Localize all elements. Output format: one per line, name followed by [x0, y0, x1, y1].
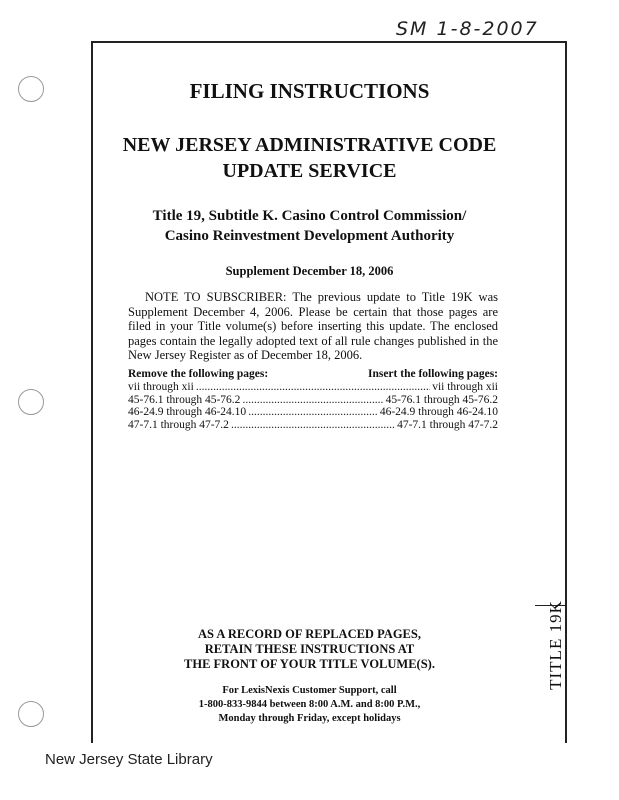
support-line: 1-800-833-9844 between 8:00 A.M. and 8:00 P.M.,	[198, 699, 421, 710]
library-stamp: New Jersey State Library	[45, 751, 213, 768]
retain-line: AS A RECORD OF REPLACED PAGES,	[198, 627, 421, 641]
retain-line: THE FRONT OF YOUR TITLE VOLUME(S).	[184, 657, 435, 671]
code-title	[0, 132, 619, 184]
table-row	[128, 394, 498, 407]
remove-pages: 47-7.1 through 47-7.2	[128, 418, 229, 431]
title-tab-label: TITLE 19K	[546, 600, 565, 690]
retain-line: RETAIN THESE INSTRUCTIONS AT	[204, 642, 415, 656]
support-line: Monday through Friday, except holidays	[218, 713, 401, 724]
remove-pages: 45-76.1 through 45-76.2	[128, 393, 241, 406]
retain-instructions	[0, 627, 619, 672]
code-title-line: UPDATE SERVICE	[222, 160, 397, 182]
remove-pages: 46-24.9 through 46-24.10	[128, 406, 247, 418]
subtitle	[0, 206, 619, 246]
page-title: FILING INSTRUCTIONS	[189, 79, 430, 103]
dot-leader	[248, 406, 378, 419]
insert-header: Insert the following pages:	[367, 368, 498, 380]
customer-support-info	[0, 684, 619, 726]
code-title-line: NEW JERSEY ADMINISTRATIVE CODE	[122, 134, 497, 156]
table-row	[128, 419, 498, 432]
handwritten-date-note: SM 1-8-2007	[396, 18, 539, 40]
subtitle-line: Casino Reinvestment Development Authority	[164, 228, 455, 244]
dot-leader	[196, 381, 430, 394]
support-line: For LexisNexis Customer Support, call	[222, 685, 397, 696]
page-replacement-table	[128, 368, 498, 431]
subtitle-line: Title 19, Subtitle K. Casino Control Commission/	[152, 208, 467, 224]
dot-leader	[242, 394, 383, 407]
table-header	[128, 368, 498, 381]
remove-header: Remove the following pages:	[128, 368, 269, 380]
insert-pages: 46-24.9 through 46-24.10	[379, 406, 498, 418]
insert-pages: 47-7.1 through 47-7.2	[397, 418, 498, 431]
insert-pages: 45-76.1 through 45-76.2	[385, 393, 498, 406]
remove-pages: vii through xii	[128, 381, 194, 393]
insert-pages: vii through xii	[432, 381, 498, 393]
binder-hole-icon	[18, 389, 44, 415]
table-row	[128, 381, 498, 394]
dot-leader	[231, 419, 395, 432]
table-row	[128, 406, 498, 419]
supplement-date: Supplement December 18, 2006	[225, 264, 394, 278]
subscriber-note: NOTE TO SUBSCRIBER: The previous update to Title 19K was Supplement December 4, 2006. Please be certain that those pages are filed in your Title volume(s) before inserting this update. The enclosed pages contain the legally adopted text of all rule changes published in the New Jersey Register as of December 18, 2006.	[128, 290, 498, 362]
